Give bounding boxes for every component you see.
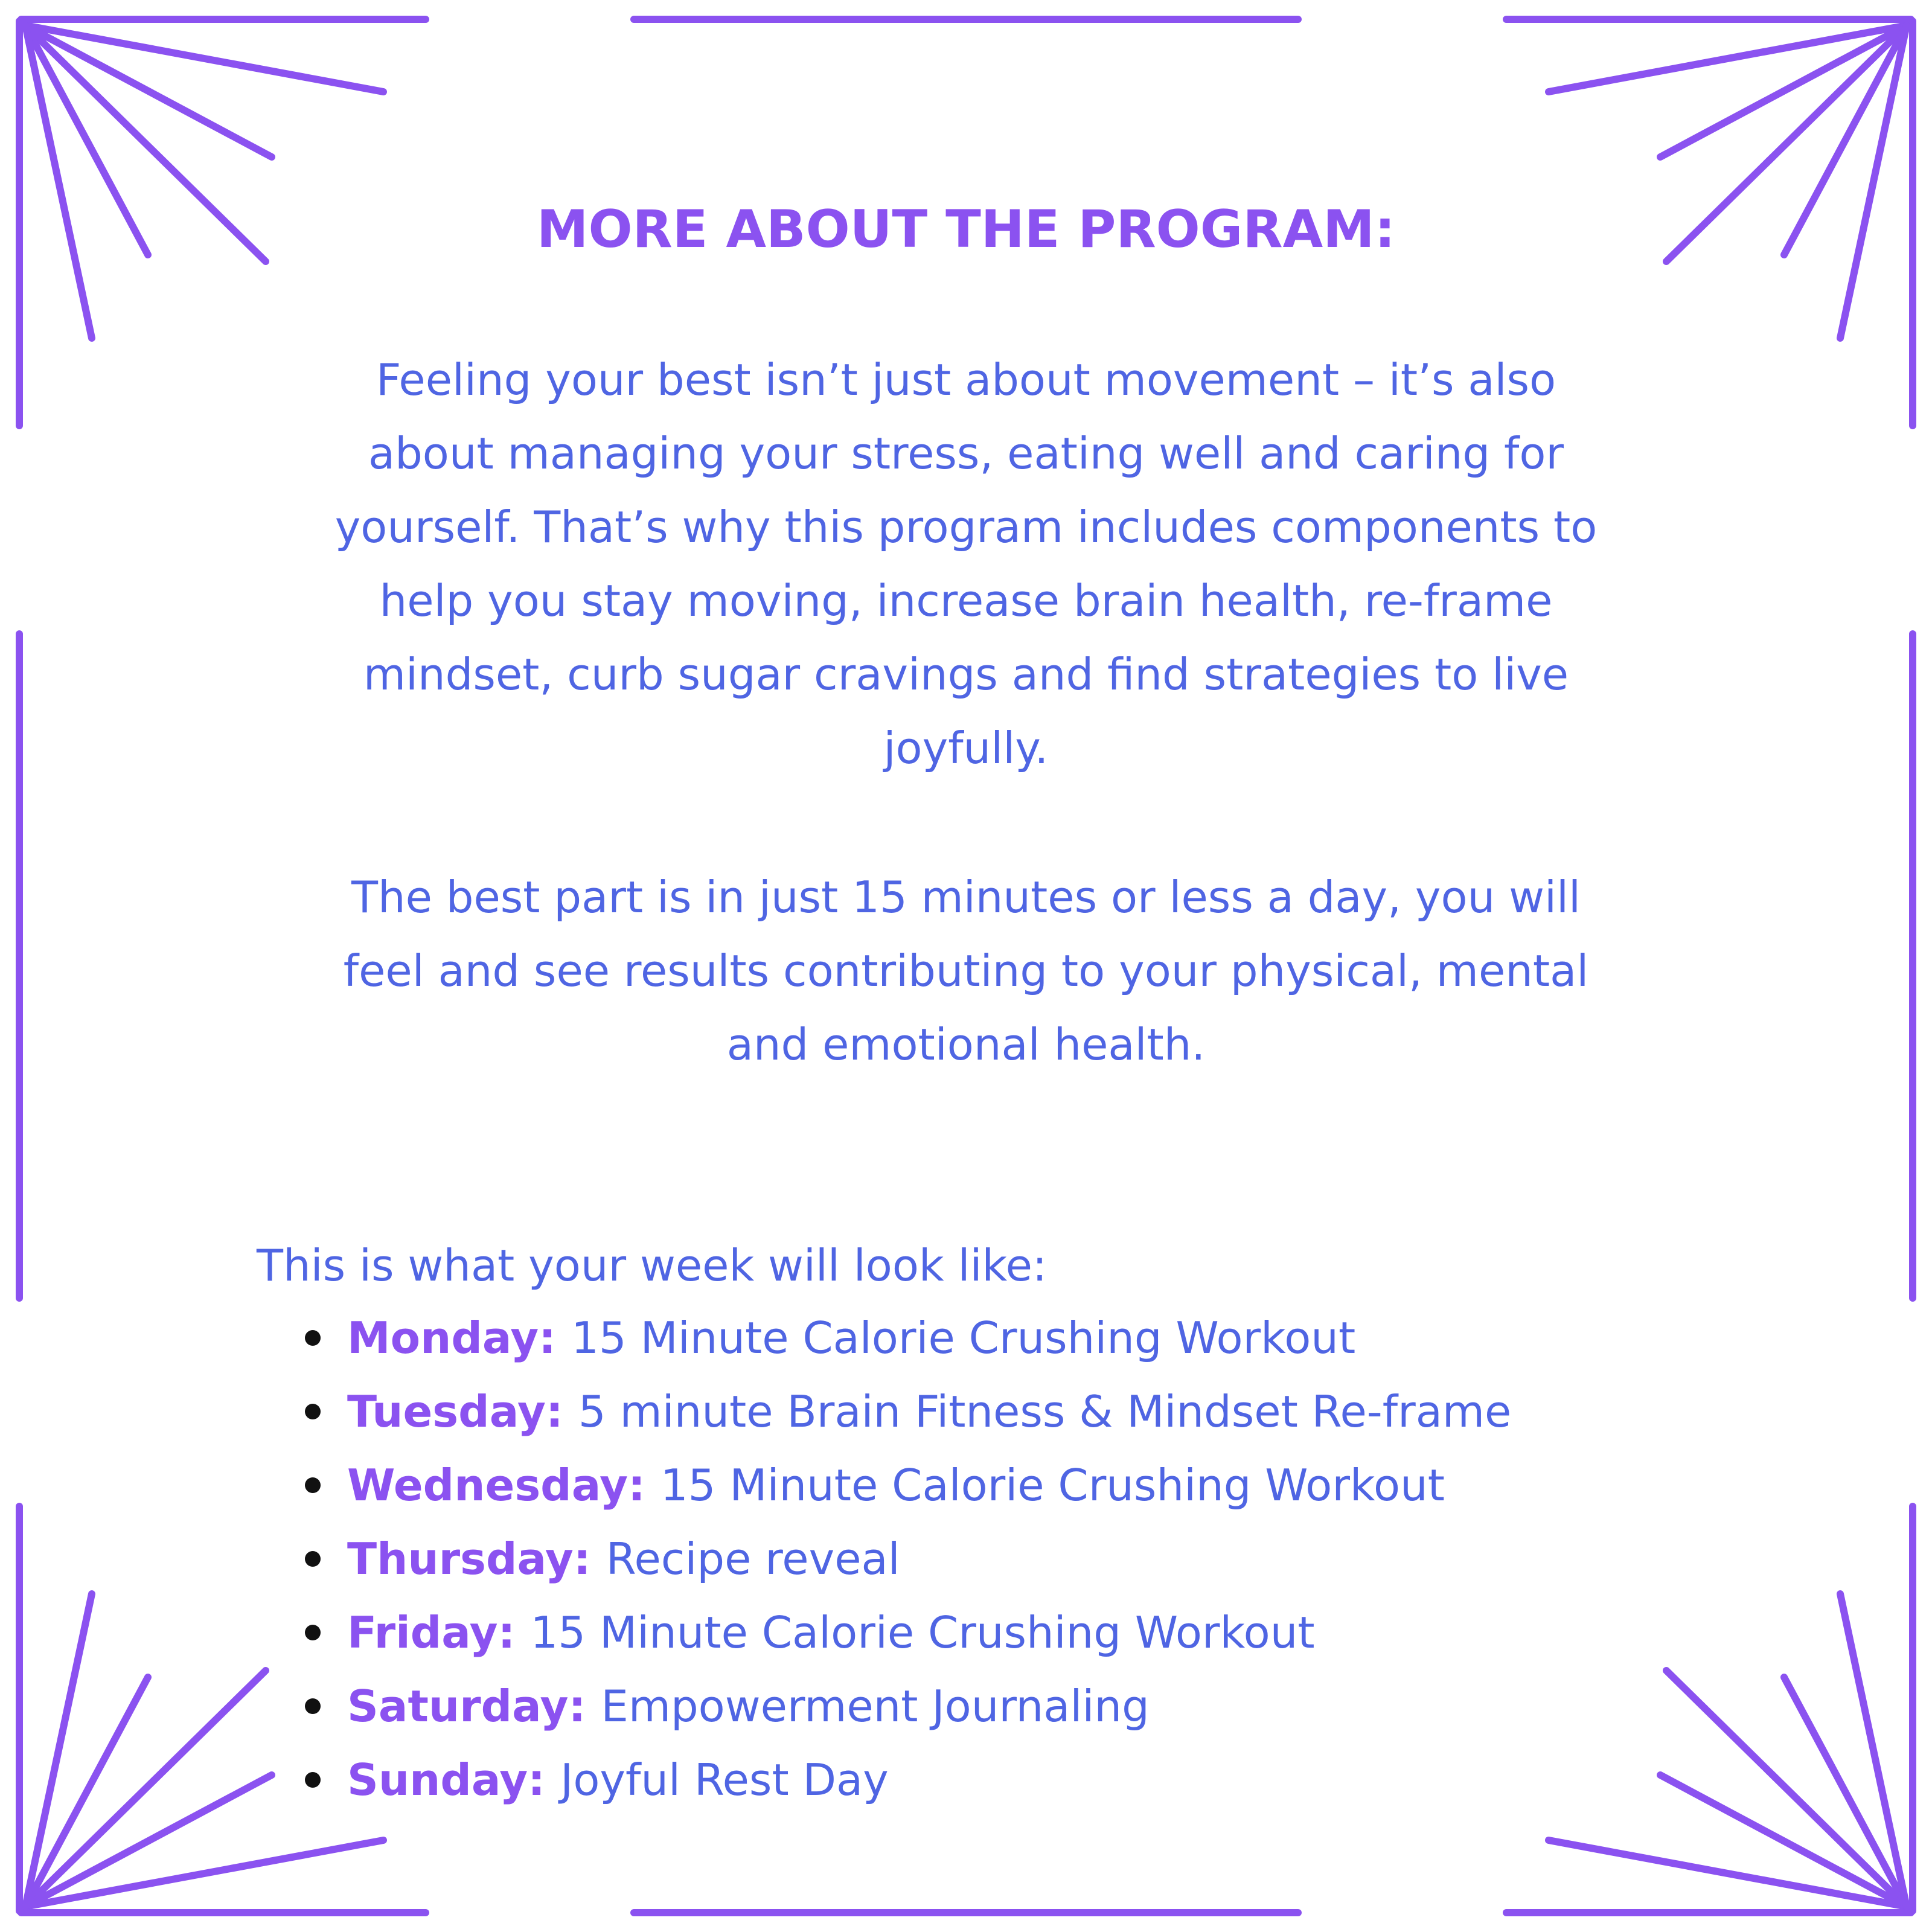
bullet-icon [305, 1477, 321, 1493]
activity-text: Empowerment Journaling [601, 1681, 1150, 1732]
ray [1840, 25, 1907, 338]
page-title: MORE ABOUT THE PROGRAM: [536, 199, 1396, 260]
day-label: Sunday: [347, 1754, 561, 1805]
paragraph-line: yourself. That’s why this program includes components to [334, 502, 1598, 552]
day-label: Monday: [347, 1313, 572, 1363]
bullet-icon [305, 1404, 321, 1419]
corner-rays-bottom-right [1549, 1594, 1907, 1907]
benefits-paragraph [260, 860, 1672, 1081]
day-label: Tuesday: [347, 1386, 578, 1437]
paragraph-line: Feeling your best isn’t just about movement – it’s also [376, 354, 1556, 405]
activity-text: Recipe reveal [606, 1534, 900, 1584]
day-label: Friday: [347, 1607, 531, 1658]
week-intro: This is what your week will look like: [257, 1240, 1048, 1291]
bullet-icon [305, 1625, 321, 1640]
paragraph-line: feel and see results contributing to your physical, mental [343, 945, 1589, 996]
bullet-icon [305, 1772, 321, 1788]
day-label: Saturday: [347, 1681, 601, 1732]
day-label: Wednesday: [347, 1460, 661, 1511]
activity-text: 15 Minute Calorie Crushing Workout [660, 1460, 1445, 1511]
activity-text: 5 minute Brain Fitness & Mindset Re-frame [578, 1386, 1512, 1437]
bullet-icon [305, 1330, 321, 1346]
activity-text: 15 Minute Calorie Crushing Workout [571, 1313, 1356, 1363]
activity-text: Joyful Rest Day [560, 1754, 889, 1805]
corner-rays-top-left [25, 25, 383, 338]
ray [25, 25, 92, 338]
ray [1840, 1594, 1907, 1907]
activity-text: 15 Minute Calorie Crushing Workout [530, 1607, 1315, 1658]
corner-rays-top-right [1549, 25, 1907, 338]
ray [25, 1594, 92, 1907]
paragraph-line: The best part is in just 15 minutes or less a day, you will [351, 872, 1581, 923]
paragraph-line: about managing your stress, eating well and caring for [368, 428, 1564, 479]
corner-rays-bottom-left [25, 1594, 383, 1907]
bullet-icon [305, 1698, 321, 1714]
paragraph-line: joyfully. [883, 723, 1049, 773]
day-label: Thursday: [347, 1534, 606, 1584]
intro-paragraph [260, 343, 1672, 785]
paragraph-line: mindset, curb sugar cravings and find strategies to live [363, 649, 1569, 700]
bullet-icon [305, 1551, 321, 1567]
paragraph-line: help you stay moving, increase brain health, re-frame [379, 575, 1553, 626]
paragraph-line: and emotional health. [726, 1019, 1206, 1070]
